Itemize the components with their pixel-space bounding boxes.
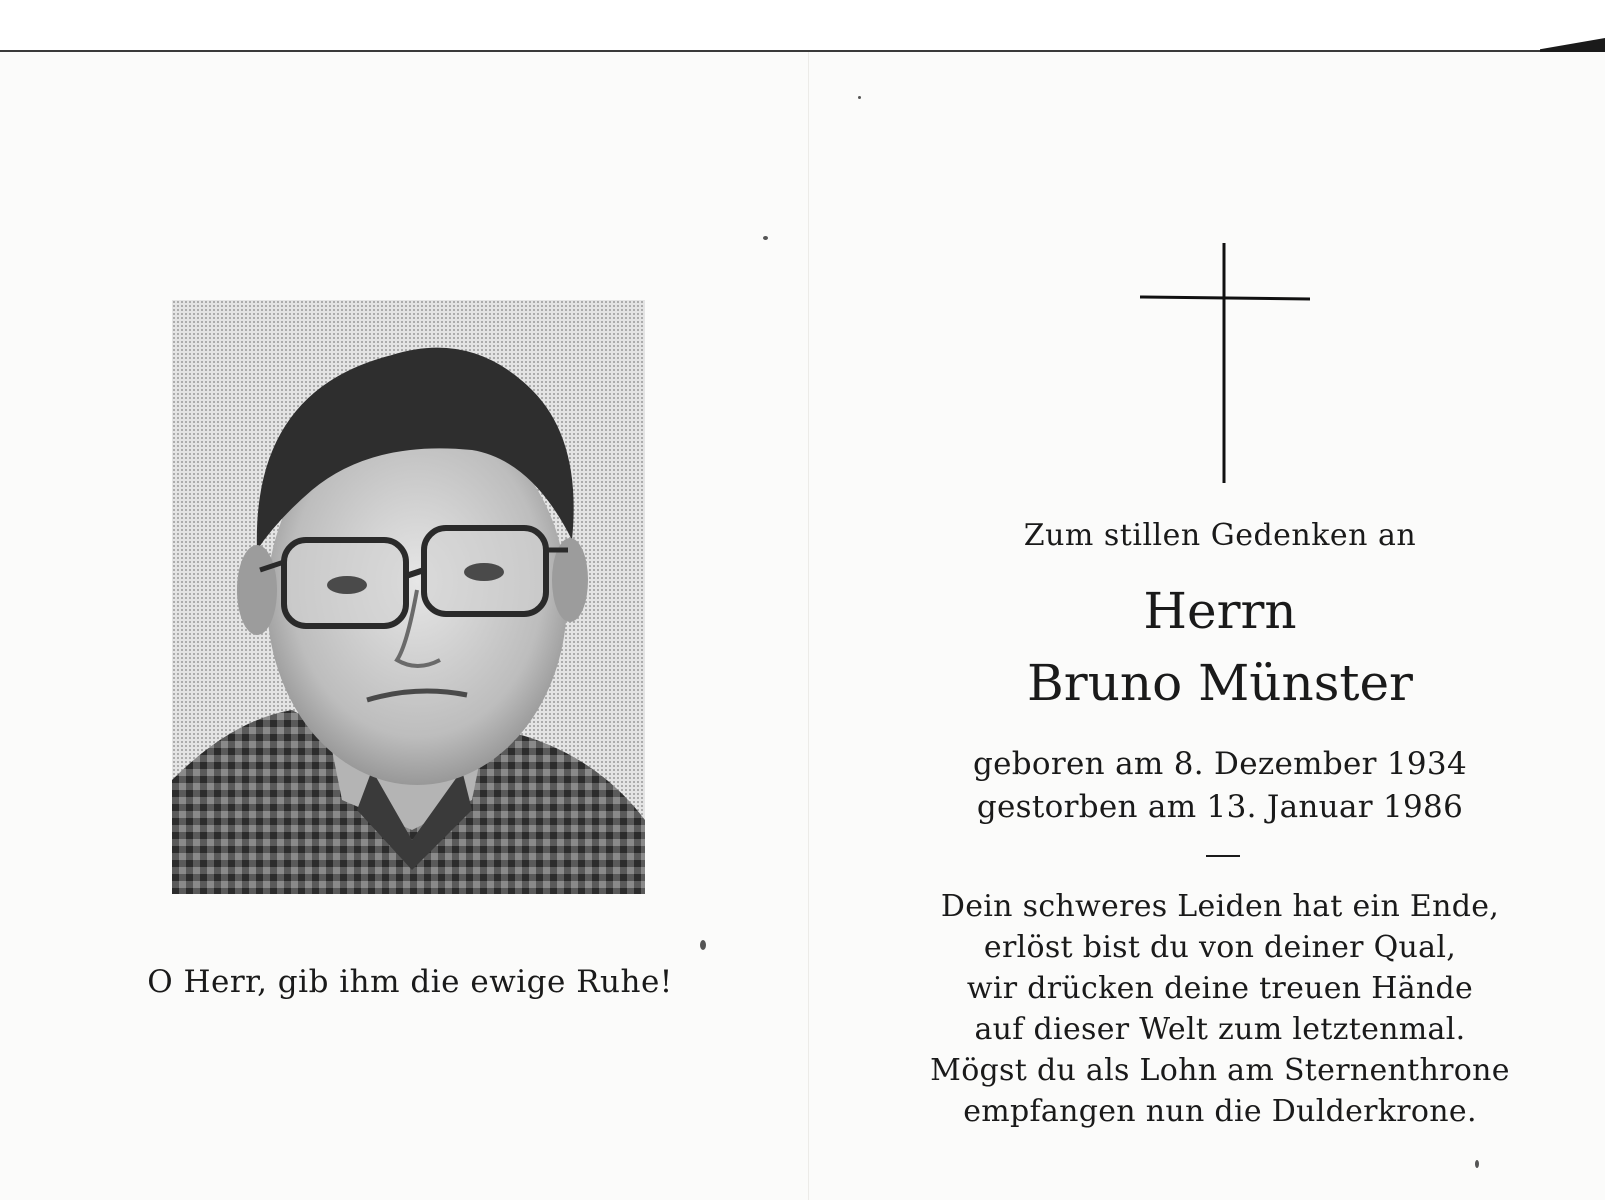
portrait-photo — [172, 300, 645, 894]
card-corner-tab — [1540, 38, 1605, 52]
memorial-poem — [900, 886, 1540, 1132]
poem-line: auf dieser Welt zum letztenmal. — [974, 1012, 1466, 1047]
death-date: gestorben am 13. Januar 1986 — [976, 789, 1464, 825]
poem-line: erlöst bist du von deiner Qual, — [983, 930, 1457, 965]
poem-line: Mögst du als Lohn am Sternenthrone — [930, 1053, 1510, 1088]
poem-line: wir drücken deine treuen Hände — [966, 971, 1474, 1006]
latin-cross-icon — [1140, 243, 1310, 483]
honorific-title: Herrn — [1143, 582, 1297, 640]
card-fold — [808, 52, 809, 1200]
paper-speck — [858, 96, 861, 99]
paper-speck — [700, 940, 706, 950]
birth-date: geboren am 8. Dezember 1934 — [973, 746, 1467, 782]
memorial-intro: Zum stillen Gedenken an — [1023, 518, 1417, 553]
portrait-image — [172, 300, 645, 894]
paper-speck — [1475, 1160, 1479, 1168]
prayer-caption: O Herr, gib ihm die ewige Ruhe! — [147, 964, 673, 1000]
poem-line: Dein schweres Leiden hat ein Ende, — [940, 889, 1500, 924]
paper-speck — [763, 236, 768, 240]
separator-dash — [1206, 855, 1240, 857]
poem-line: empfangen nun die Dulderkrone. — [963, 1094, 1477, 1129]
deceased-name: Bruno Münster — [1027, 654, 1413, 712]
